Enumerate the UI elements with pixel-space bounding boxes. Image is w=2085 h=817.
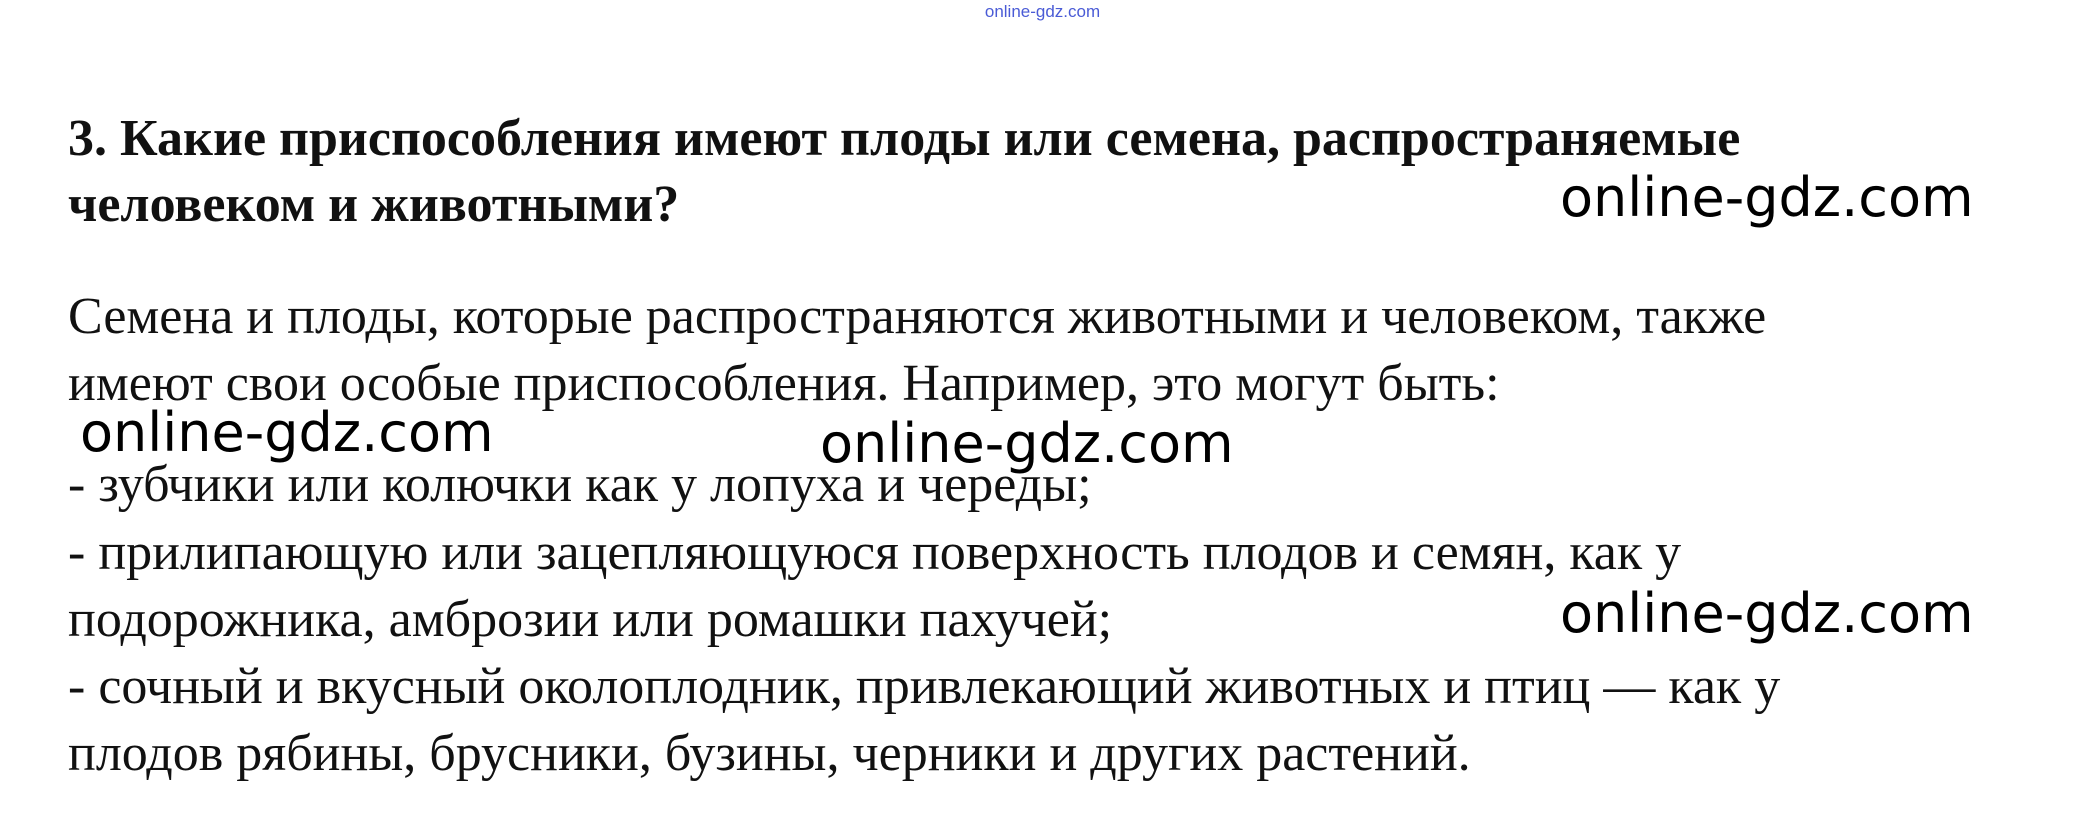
answer-intro-line-2: имеют свои особые приспособления. Например, это могут быть: <box>68 355 1500 412</box>
question-heading-line-2: человеком и животными? <box>68 176 680 233</box>
top-watermark: online-gdz.com <box>984 2 1101 21</box>
answer-item-1-line-1: - зубчики или колючки как у лопуха и череды; <box>68 456 1092 513</box>
answer-intro-line-1: Семена и плоды, которые распространяются животными и человеком, также <box>68 288 1767 345</box>
answer-item-3-line-2: плодов рябины, брусники, бузины, черники и других растений. <box>68 725 1471 782</box>
watermark-1: online-gdz.com <box>1560 166 1974 229</box>
answer-item-2-line-1: - прилипающую или зацепляющуюся поверхность плодов и семян, как у <box>68 524 1682 581</box>
watermark-3: online-gdz.com <box>820 412 1234 475</box>
watermark-4: online-gdz.com <box>1560 582 1974 645</box>
question-heading-line-1: 3. Какие приспособления имеют плоды или семена, распространяемые <box>68 110 1741 167</box>
answer-item-2-line-2: подорожника, амброзии или ромашки пахучей; <box>68 591 1113 648</box>
answer-item-3-line-1: - сочный и вкусный околоплодник, привлекающий животных и птиц — как у <box>68 658 1781 715</box>
watermark-2: online-gdz.com <box>80 401 494 464</box>
question-heading <box>68 106 1740 238</box>
